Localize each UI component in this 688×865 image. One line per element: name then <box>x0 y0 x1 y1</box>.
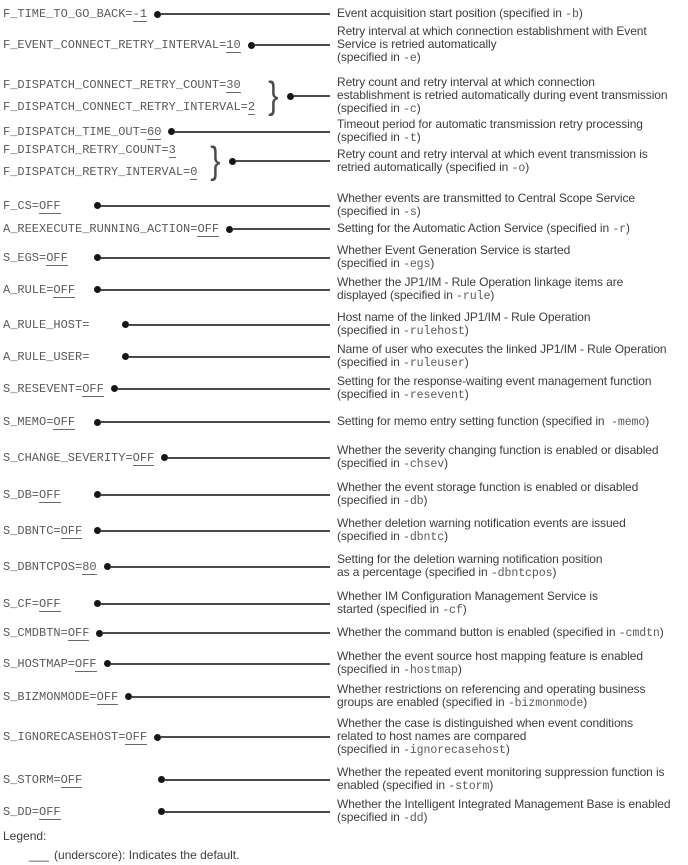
config-row <box>0 415 688 429</box>
parameter <box>3 318 115 332</box>
param-description <box>337 626 688 640</box>
param-cell <box>0 805 330 819</box>
parameter <box>3 78 255 92</box>
connector <box>87 254 330 261</box>
connector-line <box>294 95 330 97</box>
connector-bullet-icon <box>154 734 161 741</box>
param-label: A_REEXECUTE_RUNNING_ACTION= <box>3 222 198 236</box>
connector-line <box>103 632 330 634</box>
param-cell <box>0 7 330 21</box>
description-line: (specified in -dd) <box>337 810 428 825</box>
parameter <box>3 100 255 114</box>
config-row <box>0 798 688 825</box>
param-cell <box>0 626 330 640</box>
description-line: Whether the command button is enabled (specified in -cmdtn) <box>337 625 664 640</box>
connector-bullet-icon <box>94 527 101 534</box>
param-description <box>337 766 688 793</box>
parameter <box>3 199 87 213</box>
connector <box>115 353 330 360</box>
connector-bullet-icon <box>229 158 236 165</box>
param-default-value: 30 <box>226 78 241 92</box>
parameter <box>3 222 219 236</box>
param-default-value: OFF <box>39 487 61 502</box>
config-row <box>0 311 688 338</box>
config-row <box>0 517 688 544</box>
connector-line <box>129 356 330 358</box>
param-default-value: OFF <box>46 250 68 265</box>
param-description <box>337 375 688 402</box>
connector <box>222 158 330 165</box>
description-line: Whether the event storage function is enabled or disabled <box>337 480 639 494</box>
parameter <box>3 143 197 157</box>
param-default-value: OFF <box>39 198 61 213</box>
description-line: Host name of the linked JP1/IM - Rule Operation <box>337 310 591 324</box>
config-row <box>0 76 688 116</box>
param-cell <box>0 560 330 574</box>
param-label: F_DISPATCH_CONNECT_RETRY_COUNT= <box>3 78 227 92</box>
param-label: F_EVENT_CONNECT_RETRY_INTERVAL= <box>3 38 227 52</box>
param-default-value: OFF <box>60 523 83 538</box>
param-description <box>337 553 688 580</box>
description-line: (specified in -c) <box>337 101 421 116</box>
connector-bullet-icon <box>96 630 103 637</box>
description-line: (specified in -ruleuser) <box>337 355 469 370</box>
param-default-value: OFF <box>132 450 155 465</box>
param-cell <box>0 415 330 429</box>
description-line: (specified in -t) <box>337 130 421 145</box>
param-label: F_CS= <box>3 198 40 213</box>
param-label: S_CHANGE_SEVERITY= <box>3 450 133 465</box>
connector-line <box>161 13 330 15</box>
param-description <box>337 192 688 219</box>
config-row <box>0 118 688 145</box>
parameter <box>3 730 147 744</box>
connector-bullet-icon <box>104 563 111 570</box>
config-row <box>0 276 688 303</box>
connector-bullet-icon <box>94 600 101 607</box>
description-line: (specified in -e) <box>337 50 421 65</box>
connector-line <box>101 603 330 605</box>
config-row <box>0 626 688 640</box>
parameter <box>3 251 87 265</box>
connector <box>151 808 330 815</box>
config-row <box>0 140 688 182</box>
connector-line <box>101 289 330 291</box>
underscore-sample: ___ <box>29 848 50 862</box>
param-description <box>337 311 688 338</box>
param-default-value: OFF <box>39 596 61 611</box>
param-default-value: 3 <box>168 143 176 157</box>
group-brace: } <box>210 140 221 182</box>
parameter <box>3 415 87 429</box>
param-cell <box>0 657 330 671</box>
connector-bullet-icon <box>158 808 165 815</box>
param-description <box>337 717 688 757</box>
description-line: retried automatically (specified in -o) <box>337 159 530 175</box>
connector-line <box>101 205 330 207</box>
description-line: Whether the JP1/IM - Rule Operation linkage items are <box>337 275 624 289</box>
connector <box>115 321 330 328</box>
legend-note-text: (underscore): Indicates the default. <box>54 848 240 862</box>
config-row <box>0 25 688 65</box>
config-row <box>0 375 688 402</box>
parameter <box>3 560 97 574</box>
connector-line <box>118 388 330 390</box>
description-line: Event acquisition start position (specified in -b) <box>337 6 583 21</box>
connector-line <box>165 779 330 781</box>
param-label: A_RULE_HOST= <box>3 317 90 332</box>
param-description <box>337 118 688 145</box>
description-line: Retry interval at which connection establishment with Event <box>337 24 647 38</box>
param-description <box>337 444 688 471</box>
param-label: S_EGS= <box>3 250 47 265</box>
description-line: (specified in -egs) <box>337 256 435 271</box>
group-brace: } <box>268 75 279 117</box>
parameter <box>3 657 97 671</box>
connector-line <box>175 131 330 133</box>
config-row <box>0 717 688 757</box>
param-cell <box>0 140 330 182</box>
param-default-value: 80 <box>82 559 97 574</box>
param-label: S_HOSTMAP= <box>3 656 76 671</box>
description-line: enabled (specified in -storm) <box>337 778 494 793</box>
connector <box>147 11 330 18</box>
connector-bullet-icon <box>154 11 161 18</box>
connector-bullet-icon <box>158 776 165 783</box>
connector-bullet-icon <box>94 254 101 261</box>
param-cell <box>0 251 330 265</box>
param-description <box>337 276 688 303</box>
param-label: F_TIME_TO_GO_BACK= <box>3 7 133 21</box>
description-line: Setting for the deletion warning notification position <box>337 552 603 566</box>
config-row <box>0 590 688 617</box>
param-label: S_DBNTCPOS= <box>3 559 83 574</box>
connector-bullet-icon <box>248 42 255 49</box>
param-description <box>337 7 688 21</box>
config-row <box>0 244 688 271</box>
description-line: Retry count and retry interval at which event transmission is <box>337 146 648 161</box>
connector-line <box>233 228 330 230</box>
description-line: Whether deletion warning notification events are issued <box>337 516 626 530</box>
param-default-value: OFF <box>53 415 76 429</box>
connector-line <box>236 160 330 162</box>
param-label: F_DISPATCH_CONNECT_RETRY_INTERVAL= <box>3 100 248 114</box>
param-cell <box>0 451 330 465</box>
connector <box>147 734 330 741</box>
param-cell <box>0 730 330 744</box>
parameter <box>3 350 115 364</box>
description-line: as a percentage (specified in -dbntcpos) <box>337 565 557 580</box>
param-description <box>337 415 688 429</box>
param-description <box>337 244 688 271</box>
param-default-value: 60 <box>147 124 162 139</box>
param-description <box>337 650 688 677</box>
connector-line <box>168 457 330 459</box>
description-line: displayed (specified in -rule) <box>337 288 495 303</box>
description-line: Whether the Intelligent Integrated Management Base is enabled <box>337 797 671 811</box>
param-label: S_STORM= <box>3 772 61 787</box>
connector <box>104 385 330 392</box>
connector-line <box>165 811 330 813</box>
description-line: Whether events are transmitted to Central Scope Service <box>337 191 635 205</box>
connector <box>97 660 330 667</box>
connector <box>219 226 330 233</box>
param-cell <box>0 488 330 502</box>
description-line: Service is retried automatically <box>337 37 497 51</box>
param-cell <box>0 199 330 213</box>
param-description <box>337 798 688 825</box>
connector-line <box>255 44 330 46</box>
description-line: Whether the severity changing function is enabled or disabled <box>337 443 659 457</box>
param-cell <box>0 524 330 538</box>
config-row <box>0 553 688 580</box>
config-row <box>0 444 688 471</box>
config-row <box>0 683 688 710</box>
description-line: Whether the event source host mapping feature is enabled <box>337 649 643 663</box>
description-line: started (specified in -cf) <box>337 602 467 617</box>
param-description <box>337 481 688 508</box>
config-row <box>0 222 688 236</box>
param-default-value: OFF <box>96 689 119 704</box>
connector-line <box>129 324 330 326</box>
description-line: Whether restrictions on referencing and operating business <box>337 682 646 696</box>
connector <box>161 128 330 135</box>
param-default-value: 10 <box>226 38 241 52</box>
connector <box>118 693 330 700</box>
param-description <box>337 148 688 175</box>
config-row <box>0 650 688 677</box>
connector <box>87 286 330 293</box>
parameter <box>3 597 87 611</box>
description-line: groups are enabled (specified in -bizmonmode) <box>337 695 588 710</box>
param-default-value: 2 <box>247 100 256 114</box>
connector-line <box>111 566 330 568</box>
parameter <box>3 690 118 704</box>
connector-bullet-icon <box>94 419 101 426</box>
connector <box>89 630 330 637</box>
description-line: Whether the repeated event monitoring suppression function is <box>337 765 665 779</box>
param-default-value: 0 <box>190 165 198 179</box>
description-line: Retry count and retry interval at which connection <box>337 75 595 89</box>
param-cell <box>0 773 330 787</box>
connector <box>154 454 330 461</box>
param-default-value: OFF <box>82 381 104 396</box>
config-row <box>0 766 688 793</box>
description-line: (specified in -ignorecasehost) <box>337 742 510 757</box>
param-description <box>337 683 688 710</box>
connector-bullet-icon <box>94 491 101 498</box>
param-description <box>337 76 688 116</box>
param-label: A_RULE_USER= <box>3 349 90 364</box>
param-cell <box>0 283 330 297</box>
param-label: S_CMDBTN= <box>3 626 68 640</box>
param-cell <box>0 75 330 117</box>
param-cell <box>0 350 330 364</box>
description-line: (specified in -rulehost) <box>337 323 469 338</box>
connector-line <box>161 736 330 738</box>
connector-line <box>101 257 330 259</box>
param-default-value: OFF <box>53 282 76 297</box>
param-label: S_CF= <box>3 596 40 611</box>
config-row <box>0 7 688 21</box>
param-label: S_RESEVENT= <box>3 381 83 396</box>
param-label: S_BIZMONMODE= <box>3 689 97 704</box>
connector-bullet-icon <box>94 202 101 209</box>
description-line: Whether IM Configuration Management Service is <box>337 589 598 603</box>
param-label: S_MEMO= <box>3 415 54 429</box>
legend-note <box>29 849 239 862</box>
description-line: (specified in -chsev) <box>337 456 449 471</box>
parameter <box>3 773 151 787</box>
param-label: F_DISPATCH_RETRY_COUNT= <box>3 143 169 157</box>
param-description <box>337 517 688 544</box>
param-label: F_DISPATCH_TIME_OUT= <box>3 124 148 139</box>
connector-line <box>111 663 330 665</box>
parameter <box>3 38 241 52</box>
param-default-value: OFF <box>60 772 83 787</box>
connector-bullet-icon <box>111 385 118 392</box>
param-cell <box>0 597 330 611</box>
param-label: S_DB= <box>3 487 40 502</box>
config-row <box>0 481 688 508</box>
param-cell <box>0 125 330 139</box>
connector-bullet-icon <box>226 226 233 233</box>
connector-bullet-icon <box>125 693 132 700</box>
connector-bullet-icon <box>122 353 129 360</box>
connector <box>87 527 330 534</box>
connector-bullet-icon <box>122 321 129 328</box>
param-cell <box>0 690 330 704</box>
description-line: Whether Event Generation Service is started <box>337 243 571 257</box>
param-default-value: -1 <box>132 7 148 21</box>
parameter <box>3 125 161 139</box>
param-cell <box>0 318 330 332</box>
legend-title: Legend: <box>3 829 47 843</box>
param-group <box>3 143 197 179</box>
connector-line <box>101 494 330 496</box>
description-line: Setting for the response-waiting event management function <box>337 374 652 388</box>
description-line: (specified in -db) <box>337 493 428 508</box>
legend <box>3 830 239 862</box>
connector <box>151 776 330 783</box>
param-description <box>337 222 688 236</box>
parameter <box>3 382 104 396</box>
connector <box>97 563 330 570</box>
description-line: (specified in -hostmap) <box>337 662 462 677</box>
description-line: (specified in -resevent) <box>337 387 469 402</box>
connector <box>87 419 330 426</box>
connector-bullet-icon <box>168 128 175 135</box>
param-default-value: OFF <box>67 626 90 640</box>
connector-bullet-icon <box>287 93 294 100</box>
connector <box>241 42 330 49</box>
param-label: S_DD= <box>3 804 40 819</box>
param-label: S_DBNTC= <box>3 523 61 538</box>
param-description <box>337 343 688 370</box>
param-label: A_RULE= <box>3 282 54 297</box>
param-description <box>337 25 688 65</box>
parameter <box>3 488 87 502</box>
param-cell <box>0 382 330 396</box>
connector <box>87 202 330 209</box>
param-cell <box>0 38 330 52</box>
connector-line <box>101 530 330 532</box>
description-line: establishment is retried automatically during event transmission <box>337 88 668 102</box>
config-row <box>0 192 688 219</box>
param-group <box>3 78 255 114</box>
description-line: Timeout period for automatic transmission retry processing <box>337 117 643 131</box>
config-row <box>0 343 688 370</box>
param-cell <box>0 222 330 236</box>
connector-line <box>101 421 330 423</box>
description-line: Setting for memo entry setting function (specified in -memo) <box>337 414 650 429</box>
connector-bullet-icon <box>161 454 168 461</box>
description-line: Name of user who executes the linked JP1/IM - Rule Operation <box>337 342 667 356</box>
description-line: (specified in -dbntc) <box>337 529 449 544</box>
param-default-value: OFF <box>39 804 61 819</box>
parameter <box>3 626 89 640</box>
param-description <box>337 590 688 617</box>
parameter <box>3 524 87 538</box>
parameter <box>3 451 154 465</box>
description-line: related to host names are compared <box>337 729 527 743</box>
connector <box>280 93 330 100</box>
description-line: Setting for the Automatic Action Service (specified in -r) <box>337 221 630 236</box>
connector-bullet-icon <box>104 660 111 667</box>
description-line: (specified in -s) <box>337 204 421 219</box>
param-label: S_IGNORECASEHOST= <box>3 730 126 744</box>
param-label: F_DISPATCH_RETRY_INTERVAL= <box>3 165 191 179</box>
connector <box>87 491 330 498</box>
parameter <box>3 165 197 179</box>
connector-bullet-icon <box>94 286 101 293</box>
parameter <box>3 805 151 819</box>
param-default-value: OFF <box>125 730 148 744</box>
param-default-value: OFF <box>197 222 220 236</box>
param-default-value: OFF <box>75 656 97 671</box>
connector-line <box>132 696 330 698</box>
description-line: Whether the case is distinguished when event conditions <box>337 716 634 730</box>
parameter <box>3 283 87 297</box>
connector <box>87 600 330 607</box>
parameter <box>3 7 147 21</box>
